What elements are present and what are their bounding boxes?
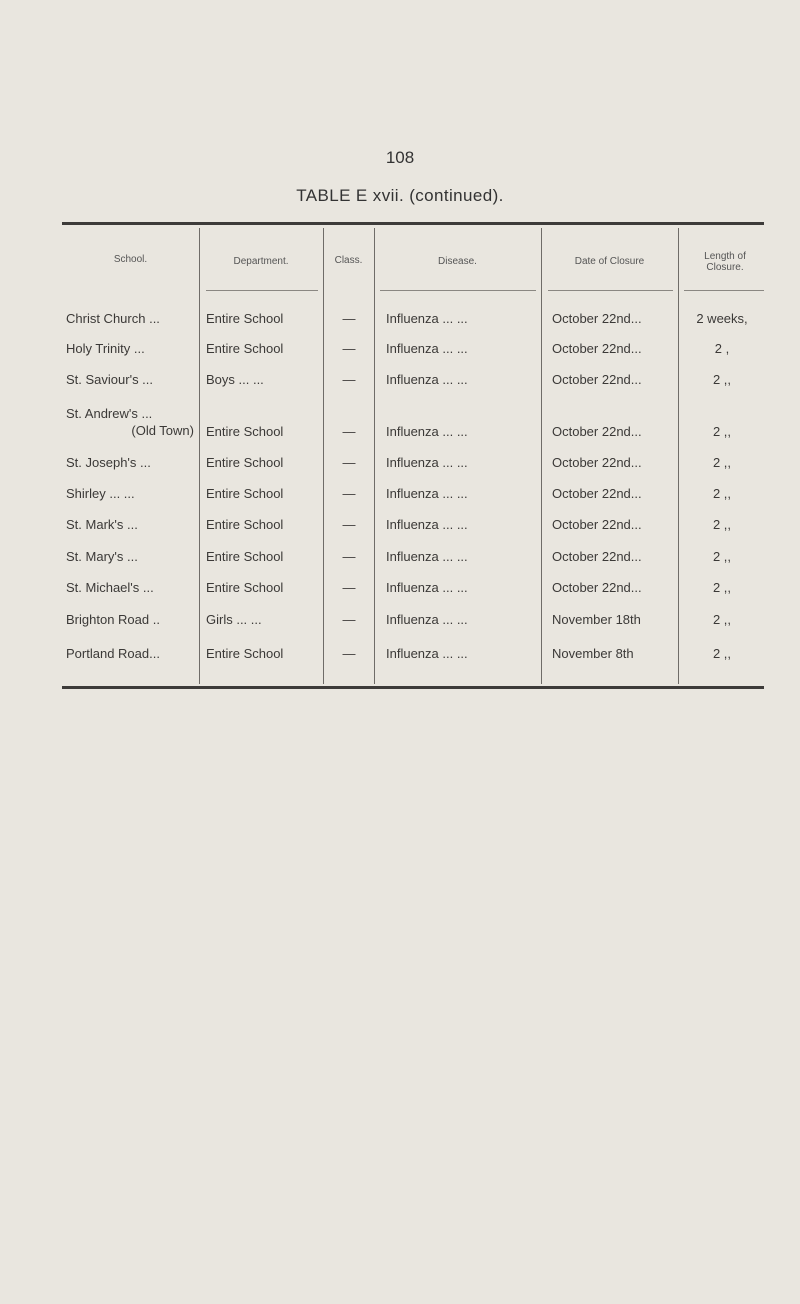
class-cell: — [342,646,356,661]
header-date: Date of Closure [574,256,645,267]
header-length-line1: Length of [704,251,746,262]
table-row [0,646,800,668]
disease-cell: Influenza ... ... [386,372,468,387]
table-row [0,455,800,477]
date-cell: November 18th [552,612,641,627]
disease-cell: Influenza ... ... [386,517,468,532]
disease-cell: Influenza ... ... [386,486,468,501]
school-cell: St. Joseph's ... [66,455,151,470]
school-cell: Portland Road... [66,646,160,661]
page-number: 108 [385,148,415,167]
date-cell: October 22nd... [552,341,642,356]
length-cell: 2 ,, [712,549,732,564]
date-cell: October 22nd... [552,424,642,439]
disease-cell: Influenza ... ... [386,455,468,470]
header-class: Class. [334,255,363,266]
department-cell: Entire School [206,311,284,326]
date-cell: October 22nd... [552,580,642,595]
school-cell: Brighton Road .. [66,612,160,627]
class-cell: — [342,372,356,387]
class-cell: — [342,486,356,501]
date-cell: October 22nd... [552,311,642,326]
department-cell: Entire School [206,580,284,595]
school-cell: St. Andrew's ... [66,406,153,421]
header-department: Department. [233,256,289,267]
class-cell: — [342,455,356,470]
class-cell: — [342,341,356,356]
date-cell: November 8th [552,646,634,661]
disease-cell: Influenza ... ... [386,311,468,326]
date-cell: October 22nd... [552,372,642,387]
length-cell: 2 ,, [712,517,732,532]
table-row [0,486,800,508]
date-cell: October 22nd... [552,455,642,470]
header-underline [548,290,673,291]
length-cell: 2 ,, [712,455,732,470]
department-cell: Entire School [206,646,284,661]
header-length-line2: Closure. [706,262,744,273]
date-cell: October 22nd... [552,517,642,532]
table-row [0,580,800,602]
disease-cell: Influenza ... ... [386,612,468,627]
table-row [0,311,800,333]
disease-cell: Influenza ... ... [386,646,468,661]
table-top-rule [62,222,764,225]
school-cell: St. Mary's ... [66,549,138,564]
department-cell: Entire School [206,341,284,356]
class-cell: — [342,424,356,439]
class-cell: — [342,517,356,532]
department-cell: Entire School [206,549,284,564]
date-cell: October 22nd... [552,549,642,564]
disease-cell: Influenza ... ... [386,341,468,356]
school-cell: Christ Church ... [66,311,160,326]
header-underline [684,290,764,291]
department-cell: Boys ... ... [206,372,264,387]
disease-cell: Influenza ... ... [386,580,468,595]
department-cell: Entire School [206,455,284,470]
table-row [0,612,800,634]
header-underline [206,290,318,291]
length-cell: 2 ,, [712,372,732,387]
disease-cell: Influenza ... ... [386,549,468,564]
length-cell: 2 ,, [712,580,732,595]
school-cell-line2: (Old Town) [131,423,194,438]
department-cell: Girls ... ... [206,612,262,627]
header-underline [380,290,536,291]
class-cell: — [342,549,356,564]
header-disease: Disease. [438,256,477,267]
header-school: School. [113,254,148,265]
disease-cell: Influenza ... ... [386,424,468,439]
table-title: TABLE E xvii. (continued). [296,186,504,205]
table-bottom-rule [62,686,764,689]
class-cell: — [342,580,356,595]
table-row [0,372,800,394]
length-cell: 2 ,, [712,646,732,661]
department-cell: Entire School [206,486,284,501]
table-row [0,549,800,571]
department-cell: Entire School [206,424,284,439]
school-cell: St. Michael's ... [66,580,154,595]
length-cell: 2 , [714,341,730,356]
length-cell: 2 ,, [712,486,732,501]
school-cell: St. Mark's ... [66,517,138,532]
table-row [0,341,800,363]
table-row [0,406,800,446]
header-length [680,251,770,273]
length-cell: 2 ,, [712,612,732,627]
department-cell: Entire School [206,517,284,532]
table-row [0,517,800,539]
class-cell: — [342,612,356,627]
date-cell: October 22nd... [552,486,642,501]
school-cell: St. Saviour's ... [66,372,154,387]
school-cell: Shirley ... ... [66,486,135,501]
school-cell: Holy Trinity ... [66,341,145,356]
length-cell: 2 ,, [712,424,732,439]
class-cell: — [342,311,356,326]
length-cell: 2 weeks, [696,311,748,326]
